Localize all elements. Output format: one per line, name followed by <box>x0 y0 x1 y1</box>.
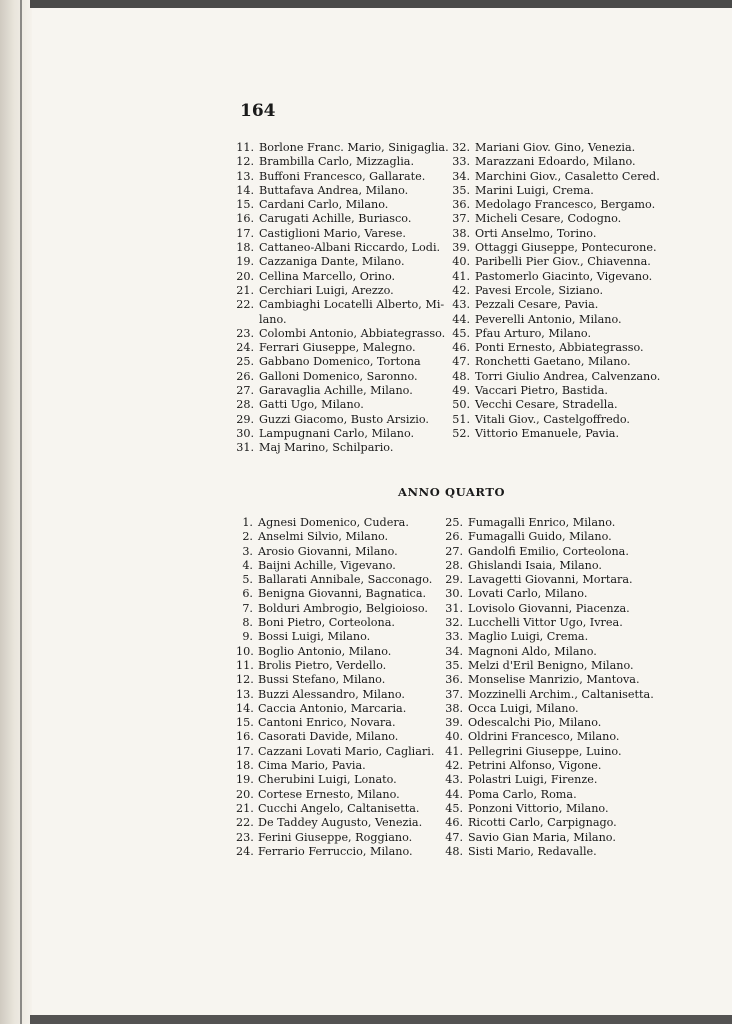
entry-number: 27. <box>236 384 254 398</box>
upper-list-right-column <box>452 141 662 441</box>
list-entry <box>443 702 653 716</box>
entry-number: 26. <box>445 530 463 544</box>
list-entry <box>236 384 446 398</box>
entry-number: 13. <box>236 687 254 701</box>
entry-number: 17. <box>236 744 254 758</box>
entry-number: 42. <box>445 759 463 773</box>
entry-text: Monselise Manrizio, Mantova. <box>468 673 640 687</box>
binding-edge-line <box>20 0 22 1024</box>
list-entry <box>236 702 446 716</box>
list-entry <box>443 673 653 687</box>
entry-text: Gatti Ugo, Milano. <box>259 398 364 412</box>
entry-text: Galloni Domenico, Saronno. <box>259 369 418 383</box>
entry-number: 15. <box>236 716 254 730</box>
entry-text: Maj Marino, Schilpario. <box>259 441 394 455</box>
list-entry <box>236 313 446 327</box>
list-entry <box>443 788 653 802</box>
list-entry <box>452 370 662 384</box>
list-entry <box>236 616 446 630</box>
entry-text: Boni Pietro, Corteolona. <box>258 616 395 630</box>
entry-text: Ghislandi Isaia, Milano. <box>468 558 602 572</box>
list-entry <box>443 773 653 787</box>
entry-number: 35. <box>452 183 470 197</box>
entry-text: Baijni Achille, Vigevano. <box>258 558 396 572</box>
list-entry <box>236 255 446 269</box>
list-entry <box>443 645 653 659</box>
entry-number: 37. <box>452 212 470 226</box>
entry-number: 24. <box>236 844 254 858</box>
list-entry <box>236 413 446 427</box>
entry-text: Paribelli Pier Giov., Chiavenna. <box>475 255 651 269</box>
list-entry <box>443 845 653 859</box>
list-entry <box>236 170 446 184</box>
entry-text: Lampugnani Carlo, Milano. <box>259 426 415 440</box>
entry-number: 2. <box>242 530 253 544</box>
entry-text: De Taddey Augusto, Venezia. <box>258 816 423 830</box>
entry-number: 32. <box>452 141 470 154</box>
list-entry <box>452 141 662 155</box>
entry-text: Carugati Achille, Buriasco. <box>259 212 412 226</box>
list-entry <box>452 427 662 441</box>
list-entry <box>452 241 662 255</box>
entry-number: 30. <box>445 587 463 601</box>
entry-text: Marchini Giov., Casaletto Cered. <box>475 169 660 183</box>
list-entry <box>443 559 653 573</box>
entry-number: 37. <box>445 687 463 701</box>
entry-text: Occa Luigi, Milano. <box>468 701 579 715</box>
list-entry <box>443 688 653 702</box>
entry-text: Cherubini Luigi, Lonato. <box>258 773 397 787</box>
list-entry <box>452 270 662 284</box>
entry-text: Pastomerlo Giacinto, Vigevano. <box>475 269 653 283</box>
list-entry <box>443 759 653 773</box>
list-entry <box>443 516 653 530</box>
entry-number: 6. <box>242 587 253 601</box>
entry-text: Cambiaghi Locatelli Alberto, Mi- <box>259 298 445 312</box>
entry-number: 40. <box>452 255 470 269</box>
entry-number: 44. <box>445 787 463 801</box>
entry-text: Mozzinelli Archim., Caltanisetta. <box>468 687 654 701</box>
entry-text: Medolago Francesco, Bergamo. <box>475 198 656 212</box>
entry-text: Magnoni Aldo, Milano. <box>468 644 597 658</box>
entry-text: Lovisolo Giovanni, Piacenza. <box>468 601 630 615</box>
entry-number: 51. <box>452 412 470 426</box>
entry-number: 13. <box>236 169 254 183</box>
entry-number: 41. <box>445 744 463 758</box>
entry-text: Ponti Ernesto, Abbiategrasso. <box>475 341 644 355</box>
entry-number: 21. <box>236 801 254 815</box>
list-entry <box>452 413 662 427</box>
entry-text: Lucchelli Vittor Ugo, Ivrea. <box>468 616 623 630</box>
list-entry <box>236 745 446 759</box>
entry-text: Agnesi Domenico, Cudera. <box>258 516 409 529</box>
entry-text: Odescalchi Pio, Milano. <box>468 716 602 730</box>
list-entry <box>452 341 662 355</box>
entry-text: Buzzi Alessandro, Milano. <box>258 687 405 701</box>
entry-number: 36. <box>452 198 470 212</box>
list-entry <box>236 645 446 659</box>
list-entry <box>443 530 653 544</box>
entry-text: Ferini Giuseppe, Roggiano. <box>258 830 413 844</box>
entry-number: 14. <box>236 701 254 715</box>
entry-text: Micheli Cesare, Codogno. <box>475 212 622 226</box>
entry-text: Bussi Stefano, Milano. <box>258 673 386 687</box>
entry-text: Gabbano Domenico, Tortona <box>259 355 421 369</box>
entry-number: 47. <box>445 830 463 844</box>
entry-text: Brambilla Carlo, Mizzaglia. <box>259 155 415 169</box>
entry-number: 29. <box>236 412 254 426</box>
entry-text: Ponzoni Vittorio, Milano. <box>468 801 609 815</box>
lower-list-left-column <box>236 516 446 859</box>
list-entry <box>452 198 662 212</box>
entry-number: 12. <box>236 673 254 687</box>
entry-text: Sisti Mario, Redavalle. <box>468 844 597 858</box>
entry-text: Pavesi Ercole, Siziano. <box>475 283 604 297</box>
list-entry <box>452 170 662 184</box>
entry-text: Vitali Giov., Castelgoffredo. <box>475 412 630 426</box>
entry-text: Orti Anselmo, Torino. <box>475 226 597 240</box>
entry-text: Buttafava Andrea, Milano. <box>259 183 409 197</box>
entry-number: 48. <box>445 844 463 858</box>
list-entry <box>452 184 662 198</box>
entry-number: 18. <box>236 241 254 255</box>
entry-text: Caccia Antonio, Marcaria. <box>258 701 407 715</box>
lower-list-right-column <box>443 516 653 859</box>
entry-text: Ronchetti Gaetano, Milano. <box>475 355 631 369</box>
entry-number: 34. <box>445 644 463 658</box>
entry-text: Garavaglia Achille, Milano. <box>259 384 413 398</box>
entry-number: 3. <box>242 544 253 558</box>
entry-text: Cattaneo-Albani Riccardo, Lodi. <box>259 241 441 255</box>
entry-number: 17. <box>236 226 254 240</box>
list-entry <box>236 298 446 312</box>
list-entry <box>236 673 446 687</box>
list-entry <box>236 398 446 412</box>
list-entry <box>452 284 662 298</box>
entry-number: 19. <box>236 773 254 787</box>
list-entry <box>443 573 653 587</box>
list-entry <box>443 602 653 616</box>
list-entry <box>236 587 446 601</box>
entry-number: 1. <box>242 516 253 529</box>
list-entry <box>443 816 653 830</box>
entry-number: 33. <box>452 155 470 169</box>
entry-text: Gandolfi Emilio, Corteolona. <box>468 544 629 558</box>
list-entry <box>236 212 446 226</box>
list-entry <box>443 831 653 845</box>
entry-number: 34. <box>452 169 470 183</box>
upper-list-left-column <box>236 141 449 456</box>
section-title: ANNO QUARTO <box>398 485 506 499</box>
entry-text: Marazzani Edoardo, Milano. <box>475 155 636 169</box>
list-entry <box>236 370 446 384</box>
entry-text: Guzzi Giacomo, Busto Arsizio. <box>259 412 429 426</box>
entry-number: 35. <box>445 658 463 672</box>
entry-number: 43. <box>445 773 463 787</box>
entry-number: 32. <box>445 616 463 630</box>
list-entry <box>452 255 662 269</box>
list-entry <box>236 198 446 212</box>
list-entry <box>236 559 446 573</box>
list-entry <box>443 745 653 759</box>
list-entry <box>452 398 662 412</box>
entry-number: 22. <box>236 298 254 312</box>
entry-text: Vaccari Pietro, Bastida. <box>475 384 608 398</box>
list-entry <box>236 573 446 587</box>
list-entry <box>452 227 662 241</box>
list-entry <box>443 716 653 730</box>
list-entry <box>236 341 446 355</box>
entry-number: 49. <box>452 384 470 398</box>
entry-number: 18. <box>236 759 254 773</box>
list-entry <box>236 788 446 802</box>
entry-number: 12. <box>236 155 254 169</box>
entry-number: 10. <box>236 644 254 658</box>
list-entry <box>236 227 446 241</box>
list-entry <box>236 716 446 730</box>
entry-text: Cazzani Lovati Mario, Cagliari. <box>258 744 435 758</box>
entry-text: Poma Carlo, Roma. <box>468 787 577 801</box>
list-entry <box>452 313 662 327</box>
list-entry <box>236 441 446 455</box>
entry-text: Fumagalli Enrico, Milano. <box>468 516 616 529</box>
book-binding <box>0 0 32 1024</box>
entry-number: 16. <box>236 730 254 744</box>
entry-text: Petrini Alfonso, Vigone. <box>468 759 602 773</box>
entry-number: 42. <box>452 283 470 297</box>
entry-text: Borlone Franc. Mario, Sinigaglia. <box>259 141 449 154</box>
entry-text: Ballarati Annibale, Sacconago. <box>258 573 433 587</box>
list-entry <box>443 730 653 744</box>
entry-number: 40. <box>445 730 463 744</box>
list-entry <box>452 327 662 341</box>
entry-number: 45. <box>452 326 470 340</box>
entry-number: 27. <box>445 544 463 558</box>
entry-number: 4. <box>242 558 253 572</box>
entry-text: Arosio Giovanni, Milano. <box>258 544 398 558</box>
entry-text: Mariani Giov. Gino, Venezia. <box>475 141 636 154</box>
list-entry <box>236 630 446 644</box>
entry-text: Ferrari Giuseppe, Malegno. <box>259 341 416 355</box>
entry-text: Bossi Luigi, Milano. <box>258 630 371 644</box>
entry-text: Brolis Pietro, Verdello. <box>258 658 387 672</box>
entry-text: Lovati Carlo, Milano. <box>468 587 588 601</box>
entry-number: 28. <box>445 558 463 572</box>
list-entry <box>236 816 446 830</box>
list-entry <box>236 730 446 744</box>
entry-text: Vittorio Emanuele, Pavia. <box>475 426 620 440</box>
entry-text: Boglio Antonio, Milano. <box>258 644 392 658</box>
list-entry <box>236 284 446 298</box>
list-entry <box>236 141 449 155</box>
entry-number: 36. <box>445 673 463 687</box>
list-entry <box>236 845 446 859</box>
entry-text: Cellina Marcello, Orino. <box>259 269 396 283</box>
list-entry <box>236 545 446 559</box>
list-entry <box>236 355 446 369</box>
entry-number: 48. <box>452 369 470 383</box>
entry-number: 46. <box>452 341 470 355</box>
entry-text: Torri Giulio Andrea, Calvenzano. <box>475 369 661 383</box>
bottom-page-edge <box>30 1015 732 1024</box>
entry-number: 41. <box>452 269 470 283</box>
list-entry <box>236 241 446 255</box>
entry-number: 22. <box>236 816 254 830</box>
list-entry <box>443 545 653 559</box>
entry-number: 16. <box>236 212 254 226</box>
entry-text: Savio Gian Maria, Milano. <box>468 830 616 844</box>
entry-number: 29. <box>445 573 463 587</box>
entry-text: Maglio Luigi, Crema. <box>468 630 589 644</box>
entry-text: Bolduri Ambrogio, Belgioioso. <box>258 601 428 615</box>
list-entry <box>452 212 662 226</box>
entry-text: Pellegrini Giuseppe, Luino. <box>468 744 622 758</box>
entry-text: Ricotti Carlo, Carpignago. <box>468 816 617 830</box>
entry-number: 43. <box>452 298 470 312</box>
top-page-edge <box>30 0 732 8</box>
entry-number: 38. <box>452 226 470 240</box>
entry-number: 9. <box>242 630 253 644</box>
entry-number: 39. <box>445 716 463 730</box>
list-entry <box>443 659 653 673</box>
entry-text: Marini Luigi, Crema. <box>475 183 594 197</box>
list-entry <box>236 802 446 816</box>
entry-text: lano. <box>259 312 287 326</box>
list-entry <box>443 802 653 816</box>
entry-text: Fumagalli Guido, Milano. <box>468 530 612 544</box>
entry-number: 20. <box>236 787 254 801</box>
list-entry <box>236 659 446 673</box>
list-entry <box>236 530 446 544</box>
entry-number: 44. <box>452 312 470 326</box>
entry-text: Cerchiari Luigi, Arezzo. <box>259 283 394 297</box>
entry-number: 50. <box>452 398 470 412</box>
entry-number: 11. <box>236 658 254 672</box>
entry-text: Peverelli Antonio, Milano. <box>475 312 622 326</box>
entry-number: 31. <box>445 601 463 615</box>
list-entry <box>443 587 653 601</box>
entry-text: Lavagetti Giovanni, Mortara. <box>468 573 633 587</box>
entry-number: 7. <box>242 601 253 615</box>
entry-number: 31. <box>236 441 254 455</box>
list-entry <box>236 155 446 169</box>
list-entry <box>236 759 446 773</box>
entry-number: 23. <box>236 830 254 844</box>
entry-number: 15. <box>236 198 254 212</box>
list-entry <box>236 688 446 702</box>
list-entry <box>236 602 446 616</box>
list-entry <box>236 184 446 198</box>
entry-number: 25. <box>236 355 254 369</box>
list-entry <box>236 327 446 341</box>
list-entry <box>452 298 662 312</box>
list-entry <box>443 630 653 644</box>
list-entry <box>452 355 662 369</box>
entry-text: Polastri Luigi, Firenze. <box>468 773 598 787</box>
entry-text: Anselmi Silvio, Milano. <box>258 530 389 544</box>
page-number: 164 <box>240 101 276 121</box>
list-entry <box>236 773 446 787</box>
entry-number: 11. <box>236 141 254 154</box>
entry-number: 14. <box>236 183 254 197</box>
entry-text: Cazzaniga Dante, Milano. <box>259 255 405 269</box>
entry-number: 19. <box>236 255 254 269</box>
list-entry <box>452 155 662 169</box>
entry-number: 52. <box>452 426 470 440</box>
entry-number: 33. <box>445 630 463 644</box>
entry-number: 46. <box>445 816 463 830</box>
entry-text: Pezzali Cesare, Pavia. <box>475 298 599 312</box>
entry-text: Ottaggi Giuseppe, Pontecurone. <box>475 241 657 255</box>
list-entry <box>236 831 446 845</box>
entry-text: Melzi d'Eril Benigno, Milano. <box>468 658 634 672</box>
entry-text: Colombi Antonio, Abbiategrasso. <box>259 326 446 340</box>
entry-text: Cantoni Enrico, Novara. <box>258 716 396 730</box>
entry-text: Buffoni Francesco, Gallarate. <box>259 169 426 183</box>
entry-number: 5. <box>242 573 253 587</box>
entry-number: 21. <box>236 283 254 297</box>
entry-text: Benigna Giovanni, Bagnatica. <box>258 587 427 601</box>
entry-number: 39. <box>452 241 470 255</box>
list-entry <box>236 516 446 530</box>
entry-number: 25. <box>445 516 463 529</box>
entry-text: Pfau Arturo, Milano. <box>475 326 592 340</box>
entry-text: Cima Mario, Pavia. <box>258 759 366 773</box>
list-entry <box>236 270 446 284</box>
entry-number: 26. <box>236 369 254 383</box>
entry-number: 30. <box>236 426 254 440</box>
entry-number: 47. <box>452 355 470 369</box>
entry-text: Cortese Ernesto, Milano. <box>258 787 400 801</box>
list-entry <box>443 616 653 630</box>
entry-text: Oldrini Francesco, Milano. <box>468 730 620 744</box>
entry-text: Cardani Carlo, Milano. <box>259 198 389 212</box>
entry-number: 28. <box>236 398 254 412</box>
list-entry <box>452 384 662 398</box>
entry-number: 8. <box>242 616 253 630</box>
entry-number: 20. <box>236 269 254 283</box>
entry-text: Casorati Davide, Milano. <box>258 730 399 744</box>
entry-text: Castiglioni Mario, Varese. <box>259 226 406 240</box>
entry-number: 45. <box>445 801 463 815</box>
entry-number: 24. <box>236 341 254 355</box>
entry-number: 38. <box>445 701 463 715</box>
entry-text: Cucchi Angelo, Caltanisetta. <box>258 801 420 815</box>
entry-text: Vecchi Cesare, Stradella. <box>475 398 618 412</box>
entry-number: 23. <box>236 326 254 340</box>
entry-text: Ferrario Ferruccio, Milano. <box>258 844 413 858</box>
list-entry <box>236 427 446 441</box>
